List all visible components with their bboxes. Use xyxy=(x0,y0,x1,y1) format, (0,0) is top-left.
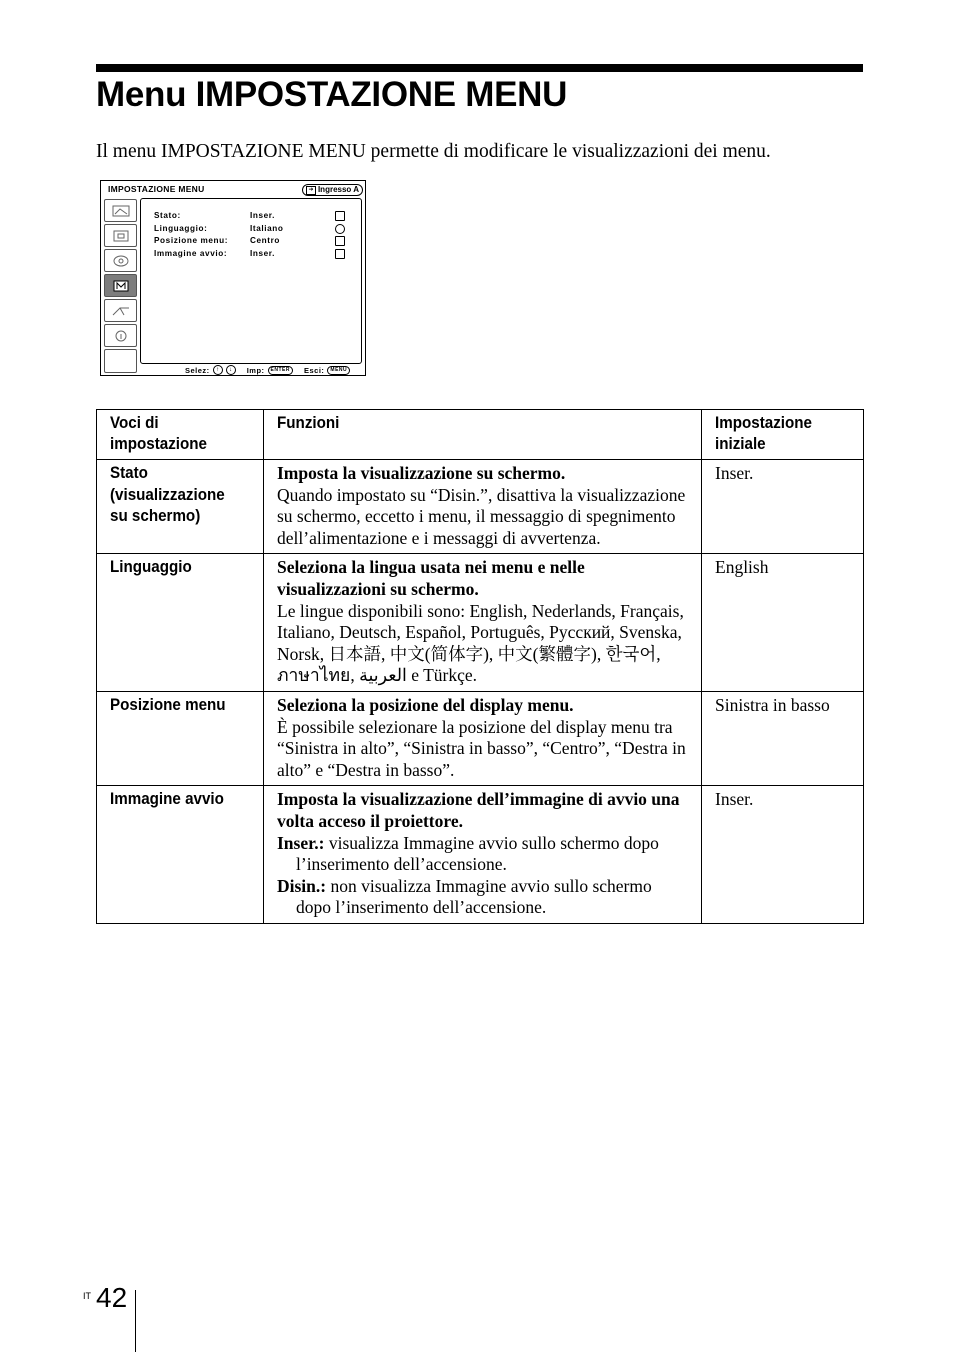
osd-row-label: Stato: xyxy=(154,211,181,220)
item-name: Immagine avvio xyxy=(110,790,224,809)
dots-icon xyxy=(335,211,345,221)
item-cell xyxy=(97,786,264,924)
down-arrow-icon: ↓ xyxy=(226,365,236,375)
header-cell xyxy=(264,410,702,460)
table-row xyxy=(97,691,864,785)
table-row xyxy=(97,460,864,554)
blank-icon xyxy=(104,349,137,373)
osd-row-value: Inser. xyxy=(250,211,275,220)
header-voci: Voci di impostazione xyxy=(110,414,208,453)
item-cell xyxy=(97,460,264,554)
item-cell xyxy=(97,554,264,692)
enter-key-icon: ENTER xyxy=(268,366,293,375)
page-number: 42 xyxy=(96,1282,128,1313)
function-body: Quando impostato su “Disin.”, disattiva la visualizzazione su schermo, eccetto i menu, il messaggio di spegnimento dell’alimentazione e i messaggi di avvertenza. xyxy=(277,484,686,548)
menu-key-icon: MENU xyxy=(327,366,350,375)
function-body: È possibile selezionare la posizione del display menu tra “Sinistra in alto”, “Sinistra in basso”, “Centro”, “Destra in alto” e “Destra in basso”. xyxy=(277,716,686,780)
input-arrow-icon: ➜ xyxy=(306,186,316,195)
osd-input-indicator xyxy=(302,184,363,196)
page-number-rule xyxy=(135,1290,136,1352)
table-header-row xyxy=(97,410,864,460)
initial-cell: Sinistra in basso xyxy=(702,691,864,785)
intro-text: Il menu IMPOSTAZIONE MENU permette di modificare le visualizzazioni dei menu. xyxy=(96,141,771,162)
initial-cell: Inser. xyxy=(702,786,864,924)
osd-row-label: Immagine avvio: xyxy=(154,249,228,258)
connection-icon xyxy=(104,299,137,322)
item-name: Posizione menu xyxy=(110,695,226,714)
osd-icon-column xyxy=(104,199,137,375)
initial-cell: English xyxy=(702,554,864,692)
option-text: non visualizza Immagine avvio sullo schermo dopo l’inserimento dell’accensione. xyxy=(296,875,652,918)
option-label: Disin.: xyxy=(277,875,327,896)
menu-setup-icon xyxy=(104,274,137,297)
input-icon xyxy=(104,249,137,272)
function-body: Le lingue disponibili sono: English, Nederlands, Français, Italiano, Deutsch, Español, Português, Русский, Svenska, Norsk, 日本語, 中文(简体字), 中文(繁體字), 한국어, ภาษาไทย, العربية e Türkçe. xyxy=(277,600,684,686)
osd-row-value: Italiano xyxy=(250,224,284,233)
osd-footer xyxy=(185,365,350,375)
function-title: Imposta la visualizzazione su schermo. xyxy=(277,463,566,483)
option-disin xyxy=(277,876,691,919)
header-cell xyxy=(702,410,864,460)
osd-title: IMPOSTAZIONE MENU xyxy=(108,184,205,194)
function-title: Seleziona la lingua usata nei menu e nelle visualizzazioni su schermo. xyxy=(277,557,585,599)
osd-row-value: Inser. xyxy=(250,249,275,258)
header-impostazione: Impostazione iniziale xyxy=(715,414,813,453)
info-icon xyxy=(104,324,137,347)
item-name: Stato (visualizzazione su schermo) xyxy=(110,464,225,525)
up-arrow-icon: ↑ xyxy=(213,365,223,375)
table-row xyxy=(97,554,864,692)
page-language-tag: IT xyxy=(83,1291,91,1301)
option-inser xyxy=(277,833,691,876)
function-title: Seleziona la posizione del display menu. xyxy=(277,694,574,715)
header-cell xyxy=(97,410,264,460)
option-label: Inser.: xyxy=(277,832,325,853)
function-title: Imposta la visualizzazione dell’immagine di avvio una volta acceso il proiettore. xyxy=(277,789,680,831)
startup-icon xyxy=(335,249,345,259)
function-cell xyxy=(264,786,702,924)
initial-cell: Inser. xyxy=(702,460,864,554)
table-row xyxy=(97,786,864,924)
osd-exit-label: Esci: xyxy=(303,365,325,375)
osd-row-label: Linguaggio: xyxy=(154,224,208,233)
page-title: Menu IMPOSTAZIONE MENU xyxy=(96,75,568,114)
osd-set-label: Imp: xyxy=(246,365,265,375)
picture-icon xyxy=(104,199,137,222)
globe-icon xyxy=(335,224,345,234)
function-cell xyxy=(264,691,702,785)
option-text: visualizza Immagine avvio sullo schermo dopo l’inserimento dell’accensione. xyxy=(296,832,659,875)
header-funzioni: Funzioni xyxy=(277,414,340,432)
item-name: Linguaggio xyxy=(110,558,192,577)
title-rule xyxy=(96,64,863,72)
position-icon xyxy=(335,236,345,246)
osd-row-label: Posizione menu: xyxy=(154,236,229,245)
settings-table xyxy=(96,409,864,924)
item-cell xyxy=(97,691,264,785)
osd-select-label: Selez: xyxy=(185,365,210,375)
osd-settings-panel xyxy=(140,198,362,364)
osd-row-value: Centro xyxy=(250,236,280,245)
function-cell xyxy=(264,554,702,692)
screen-icon xyxy=(104,224,137,247)
function-cell xyxy=(264,460,702,554)
osd-input-label: Ingresso A xyxy=(317,185,359,194)
osd-menu-illustration xyxy=(100,180,366,376)
